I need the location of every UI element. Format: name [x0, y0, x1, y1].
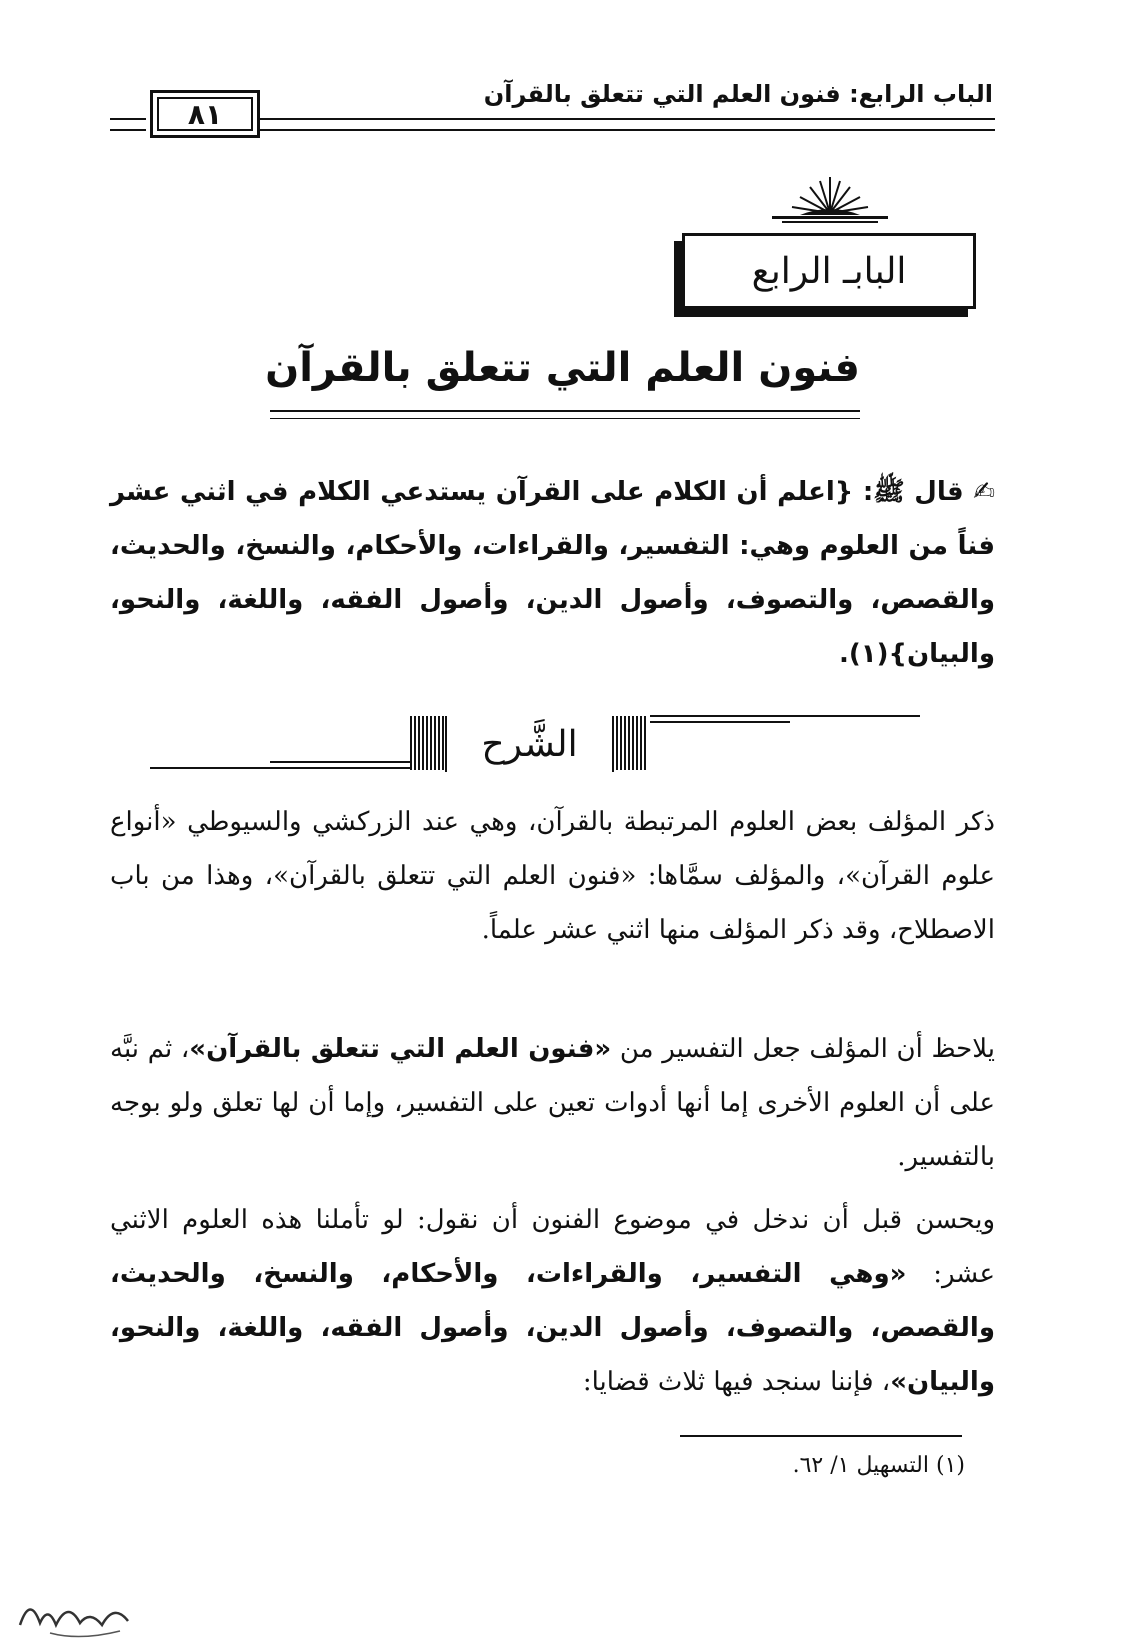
- sunburst-ornament-icon: [770, 175, 890, 225]
- sharh-heading: الشَّرح: [445, 716, 614, 772]
- p2-quote-bold: «فنون العلم التي تتعلق بالقرآن»: [189, 1034, 612, 1064]
- ornament-pattern-right: [612, 716, 646, 770]
- watermark-logo: [10, 1585, 140, 1645]
- p3-text-c: ، فإننا سنجد فيها ثلاث قضايا:: [582, 1367, 891, 1397]
- ornament-pattern-left: [410, 716, 444, 770]
- footnote: (١) التسهيل ١/ ٦٢.: [792, 1453, 965, 1478]
- p3-text-a: ويحسن قبل أن ندخل في موضوع الفنون أن نقول: لو تأملنا هذه العلوم الاثني عشر:: [110, 1205, 996, 1289]
- sharh-paragraph-3: [110, 1193, 995, 1409]
- chapter-title: فنون العلم التي تتعلق بالقرآن: [265, 345, 860, 391]
- p2-text-a: يلاحظ أن المؤلف جعل التفسير من: [611, 1034, 995, 1064]
- chapter-label: البابـ الرابع: [751, 250, 907, 292]
- matn-paragraph: ✍ قال ﷺ: {اعلم أن الكلام على القرآن يستدعي الكلام في اثني عشر فناً من العلوم وهي: التفسير، والقراءات، والأحكام، والنسخ، والحديث، والقصص، والتصوف، وأصول الدين، وأصول الفقه، واللغة، والنحو، والبيان}(١).: [110, 477, 995, 669]
- chapter-label-box: [682, 233, 976, 309]
- chapter-title-rule: [270, 410, 860, 419]
- page-number: ٨١: [150, 90, 260, 138]
- footnote-rule: [680, 1435, 962, 1437]
- sharh-paragraph-2: [110, 1022, 995, 1184]
- p3-quote-bold: «وهي التفسير، والقراءات، والأحكام، والنسخ، والحديث، والقصص، والتصوف، وأصول الدين، وأصول الفقه، واللغة، والنحو، والبيان»: [110, 1259, 995, 1397]
- sharh-paragraph-1: ذكر المؤلف بعض العلوم المرتبطة بالقرآن، وهي عند الزركشي والسيوطي «أنواع علوم القرآن»، والمؤلف سمَّاها: «فنون العلم التي تتعلق بالقرآن»، وهذا من باب الاصطلاح، وقد ذكر المؤلف منها اثني عشر علماً.: [110, 807, 995, 945]
- running-header-title: الباب الرابع: فنون العلم التي تتعلق بالقرآن: [483, 80, 993, 108]
- p2-text-c: ، ثم نبَّه على أن العلوم الأخرى إما أنها أدوات تعين على التفسير، وإما أن لها تعلق ولو بوجه بالتفسير.: [110, 1034, 995, 1172]
